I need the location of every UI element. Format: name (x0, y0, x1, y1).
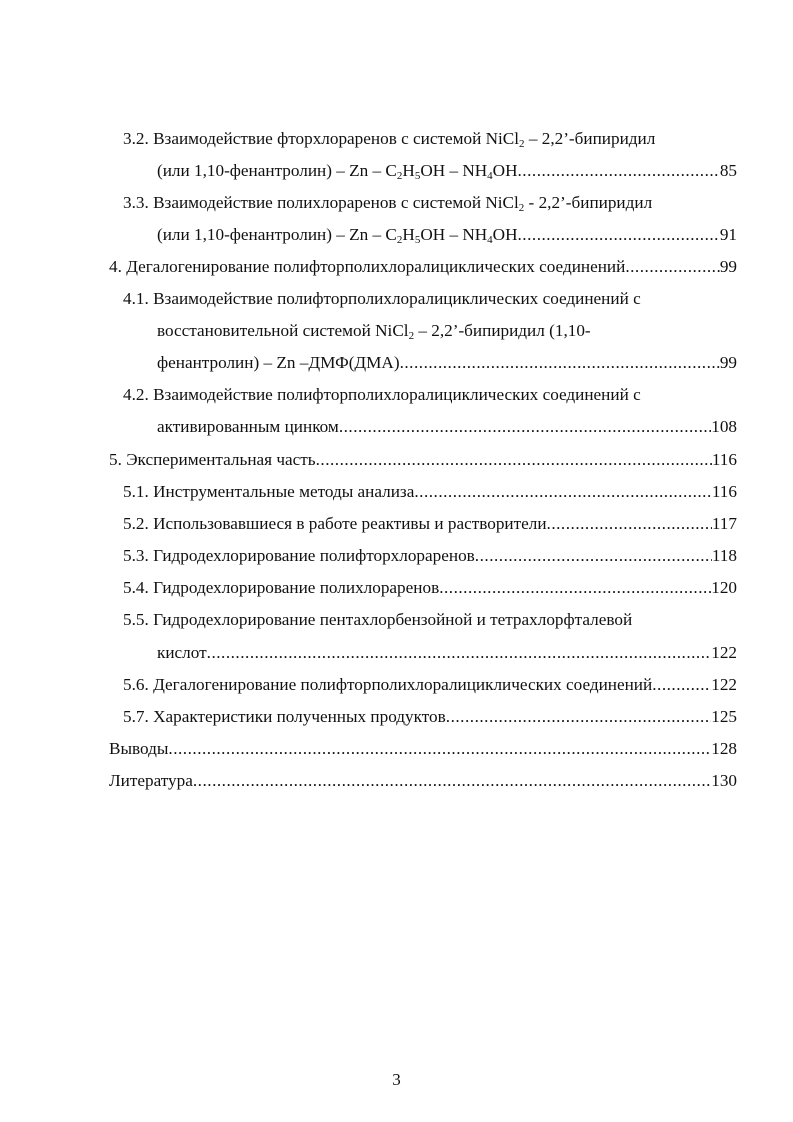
leader-dots (475, 543, 712, 569)
toc-entry-5: 5. Экспериментальная часть ..... 116 (109, 447, 737, 473)
page-ref: 108 (711, 417, 737, 436)
toc-entry-4-1-line3: фенантролин) – Zn –ДМФ(ДМА) ..... 99 (157, 350, 737, 376)
toc-entry-4: 4. Дегалогенирование полифторполихлоралициклических соединений ..... 99 (109, 254, 737, 280)
toc-entry-3-3-line1: 3.3. Взаимодействие полихлораренов с системой NiCl$_2$ - 2,2’-бипиридил (123, 193, 653, 214)
leader-dots (518, 222, 720, 248)
page-ref: 116 (711, 482, 737, 501)
toc-entry-5-3: 5.3. Гидродехлорирование полифторхлораренов ..... 118 (123, 543, 737, 569)
toc-entry-5-2: 5.2. Использовавшиеся в работе реактивы и растворители ..... 117 (123, 511, 737, 537)
leader-dots (168, 736, 711, 762)
page-number: 3 (392, 1070, 401, 1089)
leader-dots (339, 414, 711, 440)
leader-dots (207, 640, 712, 666)
leader-dots (400, 350, 720, 376)
leader-dots (625, 254, 719, 280)
page-ref: 128 (711, 739, 737, 758)
page-ref: 116 (711, 450, 737, 469)
toc-entry-5-5-line1: 5.5. Гидродехлорирование пентахлорбензойной и тетрахлорфталевой (123, 610, 633, 629)
page-ref: 130 (711, 771, 737, 790)
toc-entry-3-3-line2: (или 1,10-фенантролин) – Zn – $C_2H_5OH - NH_4OH$ ..... 91 (157, 222, 737, 248)
page-ref: 125 (711, 707, 737, 726)
toc-entry-literature: Литература ..... 130 (109, 768, 737, 794)
page-ref: 122 (711, 675, 737, 694)
toc-entry-5-7: 5.7. Характеристики полученных продуктов ..... 125 (123, 704, 737, 730)
toc-entry-3-2-line1: 3.2. Взаимодействие фторхлораренов с системой NiCl$_2$ – 2,2’-бипиридил (123, 129, 656, 150)
page-ref: 118 (711, 546, 737, 565)
toc-entry-conclusions: Выводы ..... 128 (109, 736, 737, 762)
toc-entry-5-1: 5.1. Инструментальные методы анализа ..... 116 (123, 479, 737, 505)
leader-dots (414, 479, 712, 505)
leader-dots (316, 447, 712, 473)
page-ref: 99 (719, 353, 737, 372)
toc-entry-5-4: 5.4. Гидродехлорирование полихлораренов ..... 120 (123, 575, 737, 601)
toc-entry-5-5-line2: кислот ..... 122 (157, 640, 737, 666)
page-ref: 99 (719, 257, 737, 276)
toc-entry-4-2-line2: активированным цинком ..... 108 (157, 414, 737, 440)
page-ref: 117 (711, 514, 737, 533)
page-ref: 91 (719, 225, 737, 244)
leader-dots (446, 704, 711, 730)
toc-entry-4-2-line1: 4.2. Взаимодействие полифторполихлоралициклических соединений с (123, 385, 641, 404)
toc-entry-5-6: 5.6. Дегалогенирование полифторполихлоралициклических соединений ..... 122 (123, 672, 737, 698)
toc-entry-4-1-line2: восстановительной системой NiCl$_2$ – 2,2’-бипиридил (1,10- (157, 321, 591, 342)
leader-dots (547, 511, 712, 537)
toc-entry-4-1-line1: 4.1. Взаимодействие полифторполихлоралициклических соединений с (123, 289, 641, 308)
page-ref: 122 (711, 643, 737, 662)
page-ref: 85 (719, 161, 737, 180)
toc-entry-3-2-line2: (или 1,10-фенантролин) – Zn – $C_2H_5OH - NH_4OH$ ..... 85 (157, 158, 737, 184)
leader-dots (193, 768, 711, 794)
leader-dots (652, 672, 711, 698)
leader-dots (439, 575, 711, 601)
page-ref: 120 (711, 578, 737, 597)
leader-dots (518, 158, 720, 184)
